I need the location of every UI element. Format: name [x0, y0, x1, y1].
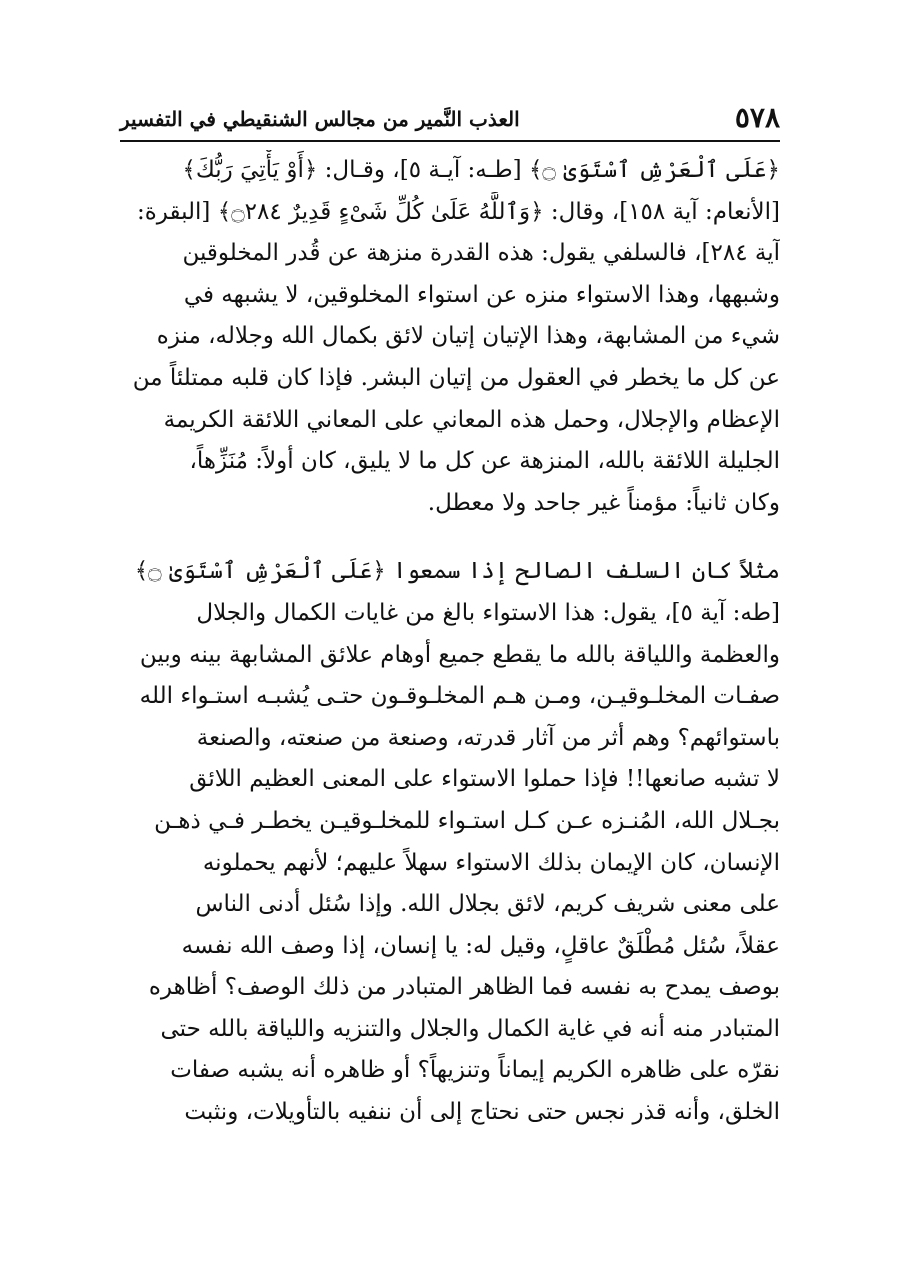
paragraph [120, 551, 780, 1133]
text-line: الإنسان، كان الإيمان بذلك الاستواء سهلاً عليهم؛ لأنهم يحملونه [202, 849, 780, 876]
text-line: بجـلال الله، المُنـزه عـن كـل استـواء للمخلـوقيـن يخطـر فـي ذهـن [154, 807, 780, 834]
text-line: [الأنعام: آية ١٥٨]، وقال: ﴿وَٱللَّهُ عَلَىٰ كُلِّ شَىْءٍ قَدِيرٌ ۝٢٨٤﴾ [البقرة: [136, 198, 780, 225]
header-rule [120, 140, 780, 142]
text-line: وكان ثانياً: مؤمناً غير جاحد ولا معطل. [427, 489, 780, 516]
text-line: بوصف يمدح به نفسه فما الظاهر المتبادر من ذلك الوصف؟ أظاهره [148, 974, 780, 1001]
text-line: لا تشبه صانعها!! فإذا حملوا الاستواء على المعنى العظيم اللائق [189, 766, 780, 793]
running-header [120, 100, 780, 140]
text-line: الخلق، وأنه قذر نجس حتى نحتاج إلى أن ننفيه بالتأويلات، ونثبت [184, 1099, 780, 1126]
paragraph [120, 150, 780, 524]
text-line: [طه: آية ٥]، يقول: هذا الاستواء بالغ من غايات الكمال والجلال [196, 599, 780, 626]
text-line: باستوائهم؟ وهم أثر من آثار قدرته، وصنعة من صنعته، والصنعة [196, 724, 780, 751]
text-line: على معنى شريف كريم، لائق بجلال الله. وإذا سُئل أدنى الناس [195, 891, 780, 918]
text-line: شيء من المشابهة، وهذا الإتيان إتيان لائق بكمال الله وجلاله، منزه [156, 323, 780, 350]
text-line: الجليلة اللائقة بالله، المنزهة عن كل ما لا يليق، كان أولاً: مُنَزِّهاً، [189, 448, 780, 475]
book-title: العذب النَّمير من مجالس الشنقيطي في التفسير [120, 107, 520, 131]
text-line: المتبادر منه أنه في غاية الكمال والجلال والتنزيه واللياقة بالله حتى [160, 1015, 780, 1042]
text-line: آية ٢٨٤]، فالسلفي يقول: هذه القدرة منزهة عن قُدر المخلوقين [182, 240, 780, 267]
text-line: ﴿عَلَى ٱلْعَرْشِ ٱسْتَوَىٰ ۝﴾ [طـه: آيـة ٥]، وقـال: ﴿أَوْ يَأْتِيَ رَبُّكَ﴾ [182, 157, 780, 183]
text-line: وشبهها، وهذا الاستواء منزه عن استواء المخلوقين، لا يشبهه في [183, 281, 780, 308]
text-line: الإعظام والإجلال، وحمل هذه المعاني على المعاني اللائقة الكريمة [163, 406, 780, 433]
body-text [120, 150, 780, 1134]
page-number: ٥٧٨ [734, 101, 780, 134]
text-line: عن كل ما يخطر في العقول من إتيان البشر. فإذا كان قلبه ممتلئاً من [132, 364, 780, 391]
text-line: والعظمة واللياقة بالله ما يقطع جميع أوهام علائق المشابهة بينه وبين [139, 641, 780, 668]
text-line: عقلاً، سُئل مُطْلَقٌ عاقلٍ، وقيل له: يا إنسان، إذا وصف الله نفسه [181, 932, 780, 959]
text-line: صفـات المخلـوقيـن، ومـن هـم المخلـوقـون حتـى يُشبـه استـواء الله [139, 683, 780, 710]
text-line: نقرّه على ظاهره الكريم إيماناً وتنزيهاً؟ أو ظاهره أنه يشبه صفات [170, 1057, 780, 1084]
text-line: مثلاً كان السلف الصالح إذا سمعوا ﴿عَلَى ٱلْعَرْشِ ٱسْتَوَىٰ ۝﴾ [134, 558, 780, 585]
